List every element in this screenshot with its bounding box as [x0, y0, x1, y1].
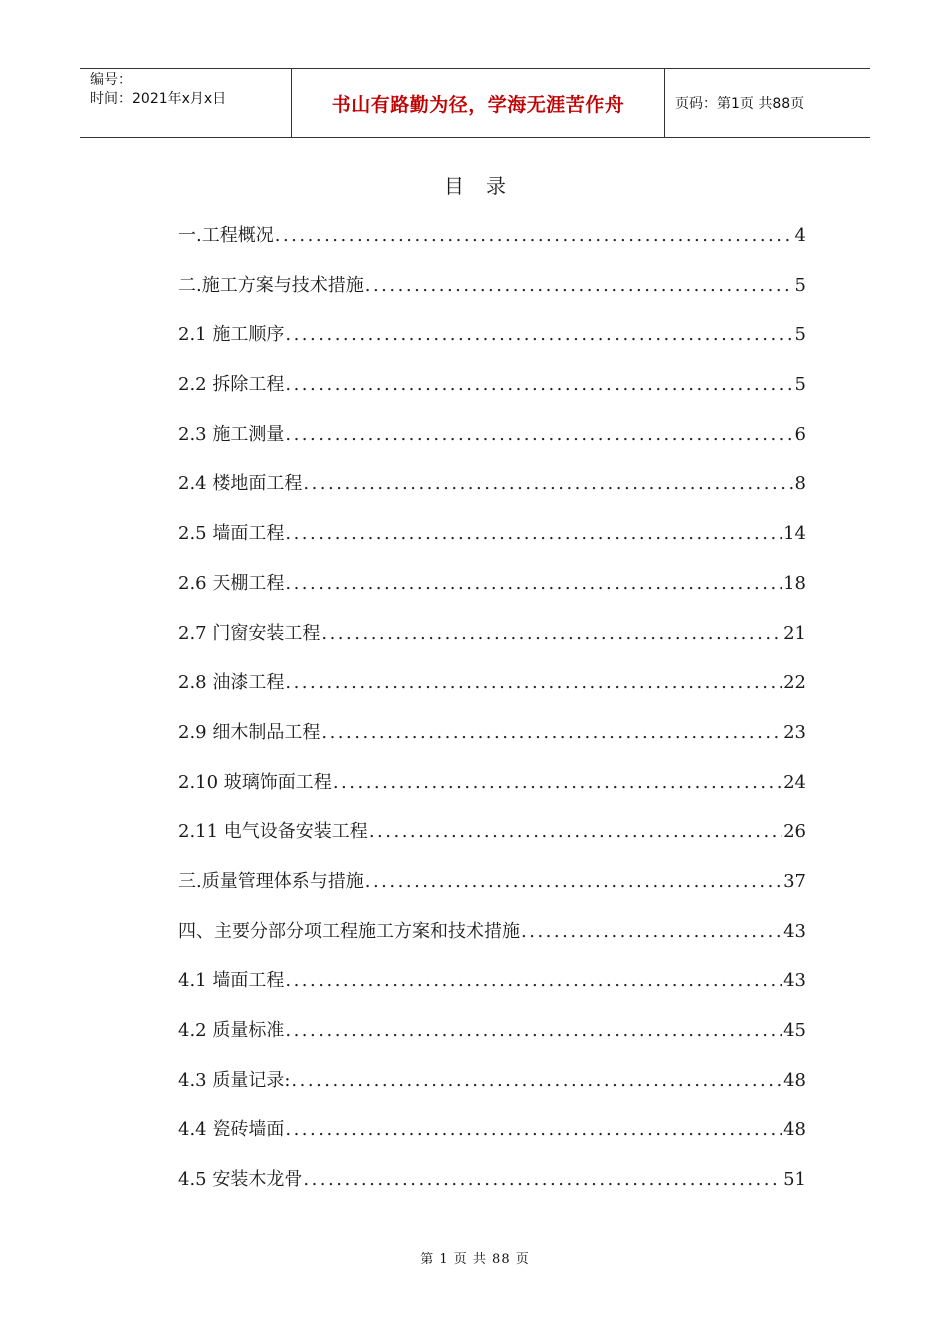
page-header: [80, 68, 870, 138]
toc-entry-label: 二.施工方案与技术措施: [178, 274, 364, 296]
toc-entry-page: 4: [794, 225, 806, 246]
toc-leader-dots: [303, 1155, 782, 1205]
toc-entry-label: 4.3 质量记录:: [178, 1069, 291, 1091]
toc-entry-label: 2.2 拆除工程: [178, 374, 285, 396]
toc-entry-page: 5: [794, 324, 806, 346]
toc-entry-label: 2.1 施工顺序: [178, 324, 285, 346]
toc-entry[interactable]: [178, 1155, 806, 1205]
toc-entry-page: 22: [783, 672, 806, 694]
toc-leader-dots: [321, 609, 782, 659]
toc-leader-dots: [333, 758, 782, 808]
toc-entry-page: 48: [783, 1119, 806, 1141]
toc-title: 目录: [444, 174, 528, 198]
toc-entry-page: 43: [783, 920, 806, 942]
toc-leader-dots: [365, 261, 794, 311]
toc-entry-page: 5: [794, 374, 806, 396]
toc-entry-label: 2.4 楼地面工程: [178, 473, 303, 495]
toc-leader-dots: [369, 807, 782, 857]
document-number-label: 编号：: [90, 72, 132, 88]
toc-entry[interactable]: [178, 1105, 806, 1155]
toc-entry[interactable]: [178, 1056, 806, 1106]
toc-leader-dots: [321, 708, 782, 758]
toc-entry-page: 26: [783, 821, 806, 843]
toc-entry-label: 4.2 质量标准: [178, 1020, 285, 1041]
toc-entry-page: 5: [794, 274, 806, 296]
toc-entry-page: 6: [794, 423, 806, 445]
toc-leader-dots: [365, 857, 782, 907]
header-meta: [80, 69, 292, 137]
toc-leader-dots: [285, 410, 793, 460]
toc-entry-page: 37: [783, 870, 806, 892]
toc-leader-dots: [285, 360, 793, 410]
toc-leader-dots: [303, 459, 793, 509]
toc-entry-label: 2.9 细木制品工程: [178, 721, 321, 743]
toc-leader-dots: [285, 658, 782, 708]
toc-entry-label: 一.工程概况: [178, 225, 274, 246]
toc-entry[interactable]: [178, 807, 806, 857]
toc-entry-page: 24: [783, 771, 806, 793]
toc-entry-label: 四、主要分部分项工程施工方案和技术措施: [178, 920, 520, 942]
toc-entry-label: 2.8 油漆工程: [178, 672, 285, 694]
toc-entry[interactable]: [178, 1006, 806, 1056]
toc-entry-page: 21: [783, 622, 806, 644]
header-motto: 书山有路勤为径，学海无涯苦作舟: [292, 69, 665, 137]
header-page-info: 页码：第1页 共88页: [675, 96, 805, 112]
toc-leader-dots: [285, 1006, 782, 1056]
toc-entry[interactable]: [178, 459, 806, 509]
toc-entry[interactable]: [178, 410, 806, 460]
toc-leader-dots: [291, 1056, 782, 1106]
toc-entry[interactable]: [178, 708, 806, 758]
toc-entry-label: 4.5 安装木龙骨: [178, 1169, 303, 1191]
toc-entry-label: 2.10 玻璃饰面工程: [178, 771, 332, 793]
toc-leader-dots: [521, 907, 782, 957]
toc-entry-label: 2.3 施工测量: [178, 423, 285, 445]
toc-entry-page: 51: [783, 1169, 806, 1191]
toc-entry-label: 2.11 电气设备安装工程: [178, 821, 368, 843]
toc-entry[interactable]: [178, 360, 806, 410]
toc-entry[interactable]: [178, 509, 806, 559]
toc-leader-dots: [285, 509, 782, 559]
toc-leader-dots: [285, 559, 782, 609]
toc-entry-page: 48: [783, 1069, 806, 1091]
toc-entry[interactable]: [178, 758, 806, 808]
toc-entry[interactable]: [178, 857, 806, 907]
toc-entry[interactable]: [178, 907, 806, 957]
page-footer: 第 1 页 共 88 页: [420, 1252, 530, 1267]
toc-entry[interactable]: [178, 609, 806, 659]
table-of-contents: [178, 211, 806, 1205]
toc-entry-label: 2.7 门窗安装工程: [178, 622, 321, 644]
toc-leader-dots: [285, 310, 793, 360]
toc-entry-page: 14: [783, 523, 806, 545]
toc-entry[interactable]: [178, 658, 806, 708]
toc-entry-page: 43: [783, 970, 806, 992]
toc-leader-dots: [285, 956, 782, 1006]
toc-entry[interactable]: [178, 559, 806, 609]
toc-entry-page: 8: [794, 473, 806, 495]
toc-entry-label: 2.5 墙面工程: [178, 523, 285, 545]
toc-entry-label: 4.1 墙面工程: [178, 970, 285, 992]
toc-entry-label: 三.质量管理体系与措施: [178, 870, 364, 892]
toc-leader-dots: [285, 1105, 782, 1155]
toc-entry-page: 23: [783, 721, 806, 743]
toc-entry[interactable]: [178, 956, 806, 1006]
document-time-label: 时间：2021年x月x日: [90, 91, 227, 107]
toc-entry-label: 2.6 天棚工程: [178, 572, 285, 594]
toc-entry-page: 45: [783, 1020, 806, 1041]
toc-entry[interactable]: [178, 310, 806, 360]
toc-entry-label: 4.4 瓷砖墙面: [178, 1119, 285, 1141]
toc-entry[interactable]: [178, 211, 806, 261]
toc-entry-page: 18: [783, 572, 806, 594]
toc-leader-dots: [275, 211, 794, 261]
toc-entry[interactable]: [178, 261, 806, 311]
